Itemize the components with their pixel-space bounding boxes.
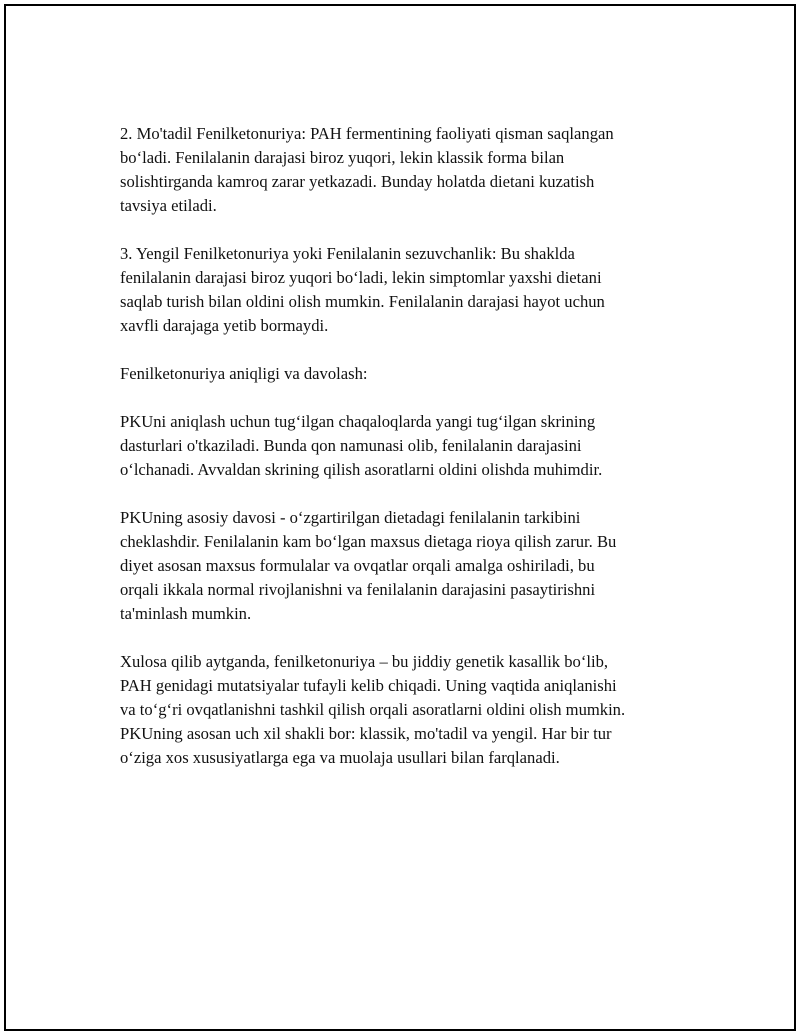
paragraph-screening: PKUni aniqlash uchun tug‘ilgan chaqaloqlarda yangi tug‘ilgan skrining dasturlari o'tkaziladi. Bunda qon namunasi olib, fenilalanin darajasini o‘lchanadi. Avvaldan skrining qilish asoratlarni oldini olishda muhimdir. — [120, 412, 603, 479]
section-heading-diagnosis-treatment: Fenilketonuriya aniqligi va davolash: — [120, 364, 368, 383]
paragraph-mild-pku: 3. Yengil Fenilketonuriya yoki Fenilalanin sezuvchanlik: Bu shaklda fenilalanin darajasi biroz yuqori bo‘ladi, lekin simptomlar yaxshi dietani saqlab turish bilan oldini olish mumkin. Fenilalanin darajasi hayot uchun xavfli darajaga yetib bormaydi. — [120, 244, 605, 335]
paragraph-conclusion: Xulosa qilib aytganda, fenilketonuriya – bu jiddiy genetik kasallik bo‘lib, PAH genidagi mutatsiyalar tufayli kelib chiqadi. Uning vaqtida aniqlanishi va to‘g‘ri ovqatlanishni tashkil qilish orqali asoratlarni oldini olish mumkin. PKUning asosan uch xil shakli bor: klassik, mo'tadil va yengil. Har bir tur o‘ziga xos xususiyatlarga ega va muolaja usullari bilan farqlanadi. — [120, 652, 626, 767]
document-body — [120, 122, 692, 794]
paragraph-treatment: PKUning asosiy davosi - o‘zgartirilgan dietadagi fenilalanin tarkibini cheklashdir. Fenilalanin kam bo‘lgan maxsus dietaga rioya qilish zarur. Bu diyet asosan maxsus formulalar va ovqatlar orqali amalga oshiriladi, bu orqali ikkala normal rivojlanishni va fenilalanin darajasini pasaytirishni ta'minlash mumkin. — [120, 508, 617, 623]
paragraph-moderate-pku: 2. Mo'tadil Fenilketonuriya: PAH fermentining faoliyati qisman saqlangan bo‘ladi. Fenilalanin darajasi biroz yuqori, lekin klassik forma bilan solishtirganda kamroq zarar yetkazadi. Bunday holatda dietani kuzatish tavsiya etiladi. — [120, 124, 614, 215]
document-page — [4, 4, 796, 1031]
